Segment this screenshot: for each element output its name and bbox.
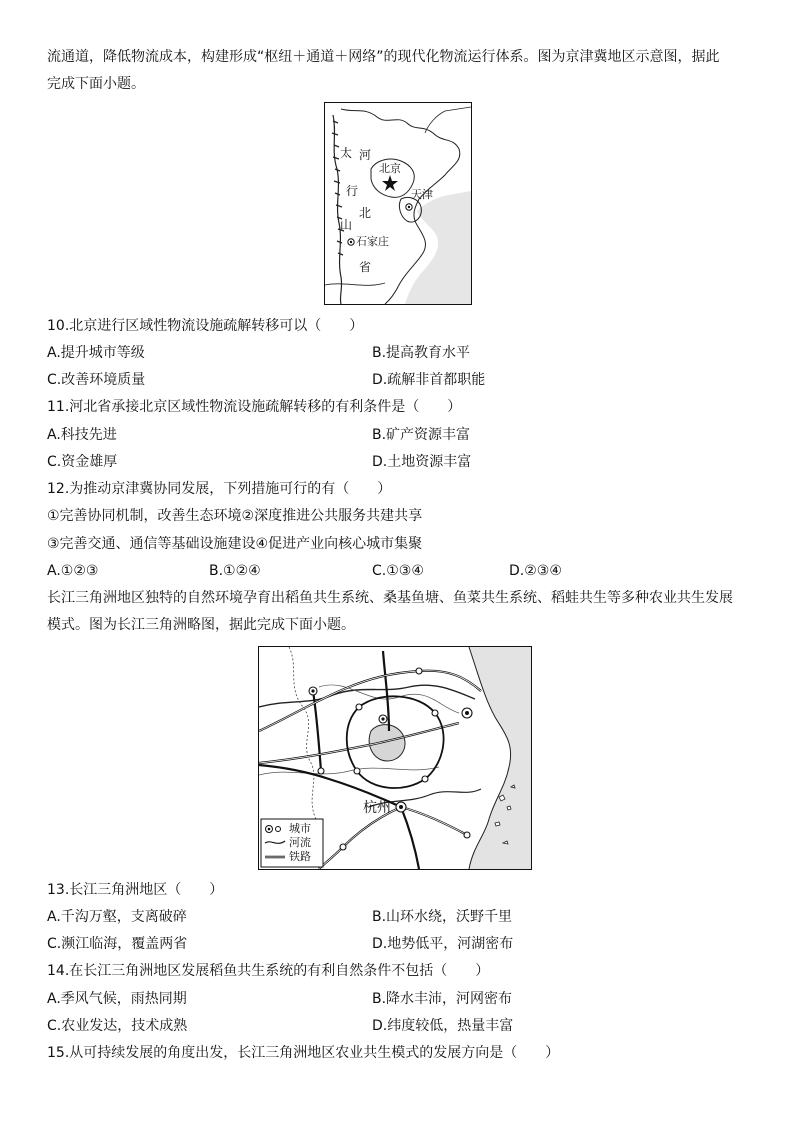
option-c: C.①③④ — [372, 563, 424, 579]
yangtze-delta-map — [258, 646, 532, 870]
question-stem: 11.河北省承接北京区域性物流设施疏解转移的有利条件是（ ） — [47, 399, 462, 415]
intro-text-line: 流通道，降低物流成本，构建形成“枢纽＋通道＋网络”的现代化物流运行体系。图为京津冀地区示意图，据此 — [47, 49, 720, 65]
legend-railway-label: 铁路 — [289, 850, 311, 863]
map-label-taihang: 太 — [340, 146, 353, 160]
option-c: C.农业发达，技术成熟 — [47, 1018, 188, 1034]
option-a: A.千沟万壑，支离破碎 — [47, 909, 187, 925]
question-stem: 13.长江三角洲地区（ ） — [47, 882, 224, 898]
question-stem: 15.从可持续发展的角度出发，长江三角洲地区农业共生模式的发展方向是（ ） — [47, 1045, 560, 1061]
option-a: A.①②③ — [47, 563, 99, 579]
map-label-hangzhou: 杭州 — [363, 800, 391, 816]
jingjinji-map-drawing — [325, 103, 471, 304]
question-stem: 10.北京进行区域性物流设施疏解转移可以（ ） — [47, 318, 364, 334]
map-label-beijing: 北京 — [379, 162, 401, 175]
option-d: D.疏解非首都职能 — [372, 372, 486, 388]
option-d: D.②③④ — [509, 563, 562, 579]
option-b: B.降水丰沛，河网密布 — [372, 991, 513, 1007]
option-a: A.科技先进 — [47, 427, 117, 443]
map-label-hebei: 北 — [359, 206, 372, 220]
question-stem: 14.在长江三角洲地区发展稻鱼共生系统的有利自然条件不包括（ ） — [47, 963, 490, 979]
intro-text-line: 完成下面小题。 — [47, 76, 145, 92]
question-item: ①完善协同机制，改善生态环境②深度推进公共服务共建共享 — [47, 508, 423, 524]
option-c: C.濒江临海，覆盖两省 — [47, 936, 188, 952]
legend-city-label: 城市 — [289, 822, 311, 835]
option-d: D.土地资源丰富 — [372, 454, 472, 470]
map-label-taihang: 山 — [340, 218, 353, 232]
option-d: D.纬度较低，热量丰富 — [372, 1018, 514, 1034]
question-stem: 12.为推动京津冀协同发展，下列措施可行的有（ ） — [47, 481, 392, 497]
option-a: A.季风气候，雨热同期 — [47, 991, 187, 1007]
option-b: B.①②④ — [209, 563, 261, 579]
option-a: A.提升城市等级 — [47, 345, 145, 361]
map-label-hebei: 河 — [359, 148, 372, 162]
option-b: B.提高教育水平 — [372, 345, 471, 361]
map-label-hebei: 省 — [359, 260, 372, 274]
option-d: D.地势低平，河湖密布 — [372, 936, 514, 952]
intro-text-line: 模式。图为长江三角洲略图，据此完成下面小题。 — [47, 617, 355, 633]
map-label-taihang: 行 — [346, 184, 359, 198]
intro-text-line: 长江三角洲地区独特的自然环境孕育出稻鱼共生系统、桑基鱼塘、鱼菜共生系统、稻蛙共生等多种农业共生发展 — [47, 590, 733, 606]
map-label-tianjin: 天津 — [411, 188, 433, 201]
question-item: ③完善交通、通信等基础设施建设④促进产业向核心城市集聚 — [47, 536, 423, 552]
option-c: C.资金雄厚 — [47, 454, 118, 470]
map-label-shijiazhuang: 石家庄 — [356, 235, 389, 248]
option-b: B.山环水绕，沃野千里 — [372, 909, 513, 925]
option-c: C.改善环境质量 — [47, 372, 146, 388]
jingjinji-map — [324, 102, 472, 305]
option-b: B.矿产资源丰富 — [372, 427, 471, 443]
legend-river-label: 河流 — [289, 836, 311, 849]
